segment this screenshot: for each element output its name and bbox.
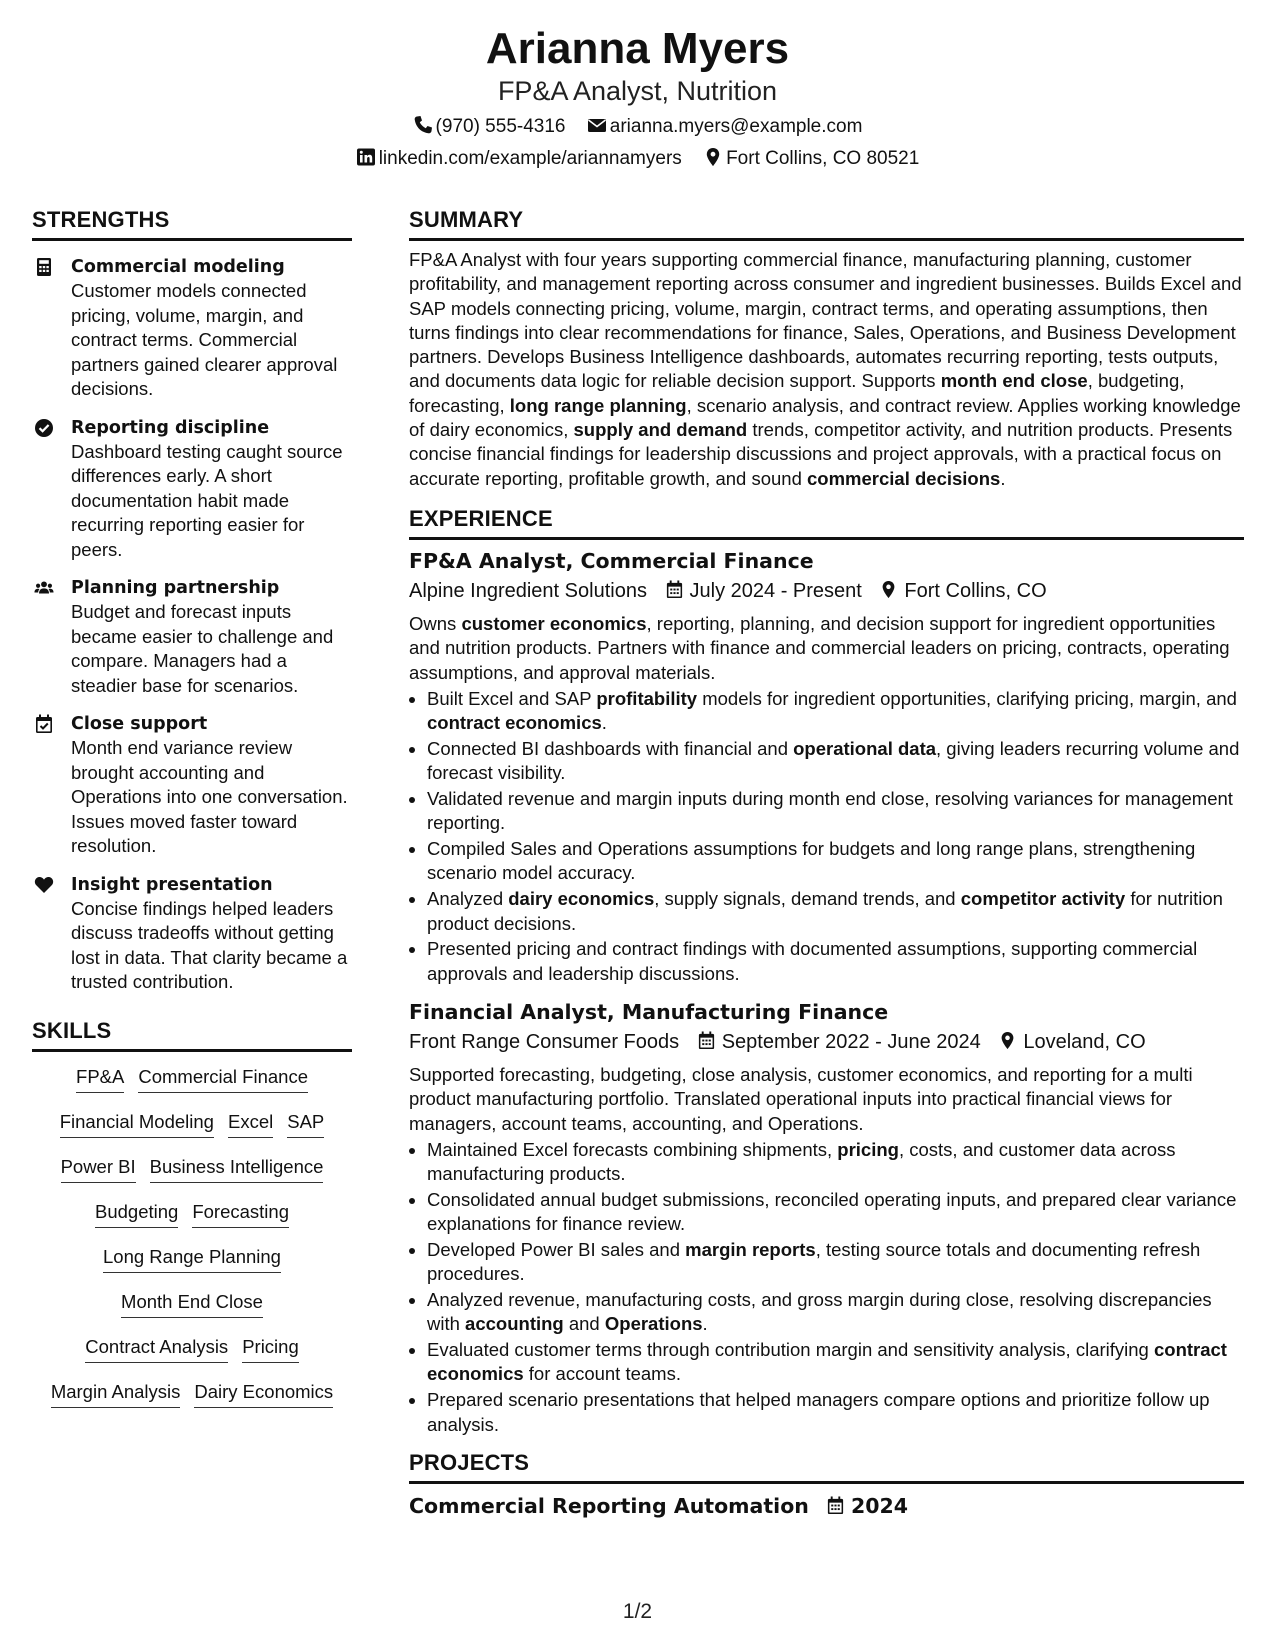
users-icon [34, 578, 54, 598]
resume-header [0, 22, 1275, 172]
job-bullet [427, 1388, 1244, 1437]
text-segment: for nutrition product decisions. [427, 888, 1223, 934]
skills-heading: SKILLS [32, 1017, 352, 1052]
candidate-title: FP&A Analyst, Nutrition [497, 76, 778, 106]
text-segment: , costs, and customer data across manufacturing products. [427, 1138, 1176, 1185]
bold-text: contract economics [427, 712, 602, 734]
skill-tag: Month End Close [121, 1290, 263, 1318]
skill-tag: Power BI [61, 1155, 136, 1183]
bold-text: dairy economics [508, 888, 655, 910]
phone-icon [413, 115, 433, 135]
bold-text: customer economics [461, 612, 647, 634]
text-segment: Maintained Excel forecasts combining shipments, [427, 1138, 838, 1160]
job-bullet [427, 787, 1244, 836]
strength-item [32, 255, 352, 402]
skill-row [32, 1289, 352, 1334]
page-number: 1/2 [622, 1600, 653, 1623]
text-segment: FP&A Analyst with four years supporting commercial finance, manufacturing planning, customer profitability, and management reporting across consumer and ingredient businesses. Builds Excel and SAP models connecting pricing, volume, margin, contract terms, and operating assumptions, then turns findings into clear recommendations for finance, Sales, Operations, and Business Development partners. Develops Business Intelligence dashboards, automates recurring reporting, tests outputs, and documents data logic for reliable decision support. Supports [409, 249, 1242, 392]
linkedin-link[interactable]: linkedin.com/example/ariannamyers [378, 148, 682, 169]
skill-tag: Forecasting [192, 1200, 289, 1228]
strength-item [32, 873, 352, 995]
job-entry [409, 998, 1244, 1437]
skill-row [32, 1244, 352, 1289]
text-segment: . [702, 1313, 708, 1335]
text-segment: Supported forecasting, budgeting, close analysis, customer economics, and reporting for a multi product manufacturing portfolio. Translated operational inputs into practical financial views for managers, account teams, accounting, and Operations. [409, 1063, 1193, 1134]
job-location: Fort Collins, CO [904, 579, 1047, 602]
text-segment: , scenario analysis, and contract review. Applies working knowledge of dairy economics, [409, 394, 1241, 441]
envelope-icon [587, 115, 607, 135]
bold-text: month end close [940, 370, 1088, 392]
job-intro [409, 612, 1244, 685]
text-segment: Developed Power BI sales and [427, 1239, 686, 1260]
strength-title: Reporting discipline [71, 417, 270, 438]
calendar-icon [665, 580, 684, 599]
strength-desc: Customer models connected pricing, volume, margin, and contract terms. Commercial partners gained clearer approval decisions. [71, 280, 338, 399]
bold-text: commercial decisions [807, 467, 1001, 489]
contact-row-2 [0, 146, 1275, 172]
skill-row [32, 1334, 352, 1379]
linkedin-icon [356, 147, 376, 167]
bold-text: long range planning [509, 394, 687, 416]
strengths-heading: STRENGTHS [32, 206, 352, 241]
text-segment: , budgeting, forecasting, [409, 370, 1185, 416]
job-intro [409, 1063, 1244, 1136]
skill-row [32, 1064, 352, 1109]
skills-list [32, 1064, 352, 1424]
strength-desc: Budget and forecast inputs became easier to challenge and compare. Managers had a steadier base for scenarios. [71, 601, 334, 696]
job-meta [409, 577, 1244, 605]
strength-desc: Month end variance review brought accounting and Operations into one conversation. Issues moved faster toward resolution. [71, 737, 348, 856]
text-segment: Analyzed [427, 888, 509, 910]
calendar-icon [697, 1031, 716, 1050]
skill-tag: Excel [228, 1110, 273, 1138]
skill-tag: Business Intelligence [150, 1155, 324, 1183]
job-dates-item [665, 577, 862, 605]
job-location: Loveland, CO [1023, 1030, 1146, 1053]
phone-text: (970) 555-4316 [435, 116, 566, 137]
skill-tag: Financial Modeling [60, 1110, 214, 1138]
skill-row [32, 1109, 352, 1154]
bold-text: profitability [596, 687, 698, 709]
text-segment: , supply signals, demand trends, and [654, 888, 961, 910]
project-title: Commercial Reporting Automation [409, 1493, 809, 1518]
skill-row [32, 1379, 352, 1424]
strength-item [32, 576, 352, 698]
strength-desc: Concise findings helped leaders discuss tradeoffs without getting lost in data. That clarity became a trusted contribution. [71, 897, 348, 992]
calculator-icon [34, 257, 54, 277]
job-bullet [427, 1288, 1244, 1337]
skill-row [32, 1154, 352, 1199]
job-bullet [427, 1338, 1244, 1387]
bold-text: supply and demand [573, 419, 748, 441]
bold-text: competitor activity [960, 888, 1126, 910]
text-segment: Connected BI dashboards with financial and [427, 737, 794, 759]
text-segment: and [563, 1313, 605, 1335]
text-segment: Prepared scenario presentations that helped managers compare options and prioritize follow up analysis. [427, 1389, 1210, 1435]
job-company: Alpine Ingredient Solutions [409, 579, 647, 602]
bold-text: margin reports [685, 1239, 816, 1260]
strength-title: Planning partnership [71, 578, 280, 598]
summary-text [409, 248, 1244, 491]
text-segment: , testing source totals and documenting refresh procedures. [427, 1239, 1201, 1285]
location-item [703, 146, 919, 172]
phone-item [413, 114, 566, 140]
map-pin-icon [998, 1031, 1017, 1050]
contact-row-1 [0, 114, 1275, 140]
check-circle-icon [34, 418, 54, 438]
text-segment: , giving leaders recurring volume and forecast visibility. [427, 737, 1240, 784]
job-bullets [409, 1138, 1244, 1437]
job-location-item [998, 1028, 1145, 1056]
strength-title: Close support [71, 714, 208, 734]
projects-heading: PROJECTS [409, 1449, 1244, 1484]
text-segment: Compiled Sales and Operations assumptions for budgets and long range plans, strengthening scenario model accuracy. [427, 838, 1196, 884]
job-entry [409, 547, 1244, 986]
job-title: FP&A Analyst, Commercial Finance [409, 548, 814, 573]
text-segment: Owns [409, 612, 462, 634]
job-bullet [427, 1238, 1244, 1287]
left-column [32, 206, 352, 1424]
skill-tag: Pricing [242, 1335, 299, 1363]
linkedin-item[interactable] [356, 146, 682, 172]
text-segment: Consolidated annual budget submissions, reconciled operating inputs, and prepared clear variance explanations for finance review. [427, 1188, 1237, 1235]
map-pin-icon [703, 147, 723, 167]
text-segment: Evaluated customer terms through contribution margin and sensitivity analysis, clarifying [427, 1339, 1154, 1361]
text-segment: Validated revenue and margin inputs during month end close, resolving variances for management reporting. [427, 788, 1233, 834]
text-segment: , reporting, planning, and decision support for ingredient opportunities and nutrition products. Partners with finance and commercial leaders on pricing, contracts, operating assumptions, and approval materials. [409, 612, 1230, 683]
location-text: Fort Collins, CO 80521 [726, 148, 920, 169]
strength-title: Commercial modeling [71, 257, 285, 277]
text-segment: trends, competitor activity, and nutrition products. Presents concise financial findings for leadership discussions and project approvals, with a practical focus on accurate reporting, profitable growth, and sound [409, 419, 1233, 489]
job-dates-item [697, 1028, 981, 1056]
text-segment: Presented pricing and contract findings with documented assumptions, supporting commercial approvals and leadership discussions. [427, 938, 1198, 984]
job-bullet [427, 737, 1244, 786]
skill-tag: Contract Analysis [85, 1335, 228, 1363]
job-bullet [427, 887, 1244, 936]
skill-tag: Commercial Finance [138, 1065, 308, 1093]
candidate-name: Arianna Myers [485, 24, 790, 73]
strength-item [32, 416, 352, 563]
skill-tag: Budgeting [95, 1200, 178, 1228]
experience-heading: EXPERIENCE [409, 505, 1244, 540]
bold-text: Operations [604, 1313, 703, 1335]
job-bullet [427, 937, 1244, 986]
strength-title: Insight presentation [71, 874, 273, 895]
text-segment: Built Excel and SAP [427, 687, 597, 709]
job-bullet [427, 687, 1244, 736]
skill-tag: Dairy Economics [194, 1380, 333, 1408]
job-bullets [409, 687, 1244, 986]
job-dates: September 2022 - June 2024 [721, 1030, 981, 1053]
text-segment: models for ingredient opportunities, clarifying pricing, margin, and [697, 687, 1237, 709]
job-bullet [427, 1188, 1244, 1237]
job-bullet [427, 837, 1244, 886]
right-column [409, 206, 1244, 1520]
email-link[interactable]: arianna.myers@example.com [609, 116, 863, 137]
email-item[interactable] [587, 114, 863, 140]
skill-tag: FP&A [76, 1065, 124, 1093]
strength-item [32, 712, 352, 859]
job-company: Front Range Consumer Foods [409, 1030, 680, 1053]
job-location-item [879, 577, 1046, 605]
bold-text: accounting [465, 1313, 564, 1335]
skill-row [32, 1199, 352, 1244]
text-segment: Analyzed revenue, manufacturing costs, and gross margin during close, resolving discrepancies with [427, 1289, 1212, 1335]
heart-icon [34, 875, 54, 895]
text-segment: . [1000, 467, 1006, 489]
bold-text: contract economics [427, 1339, 1227, 1385]
skill-tag: Long Range Planning [103, 1245, 281, 1273]
job-title: Financial Analyst, Manufacturing Finance [409, 999, 889, 1024]
project-year-item [826, 1492, 908, 1520]
map-pin-icon [879, 580, 898, 599]
bold-text: operational data [793, 737, 937, 759]
project-year: 2024 [851, 1493, 909, 1518]
skill-tag: SAP [287, 1110, 324, 1138]
summary-heading: SUMMARY [409, 206, 1244, 241]
bold-text: pricing [837, 1138, 899, 1160]
text-segment: . [601, 712, 607, 734]
strength-desc: Dashboard testing caught source differences early. A short documentation habit made recurring reporting easier for peers. [71, 440, 343, 560]
skill-tag: Margin Analysis [51, 1380, 181, 1408]
text-segment: for account teams. [523, 1363, 681, 1385]
job-bullet [427, 1138, 1244, 1187]
job-dates: July 2024 - Present [689, 579, 862, 602]
calendar-check-icon [34, 714, 54, 734]
job-meta [409, 1028, 1244, 1056]
calendar-icon [826, 1496, 845, 1515]
project-entry [409, 1492, 1244, 1520]
